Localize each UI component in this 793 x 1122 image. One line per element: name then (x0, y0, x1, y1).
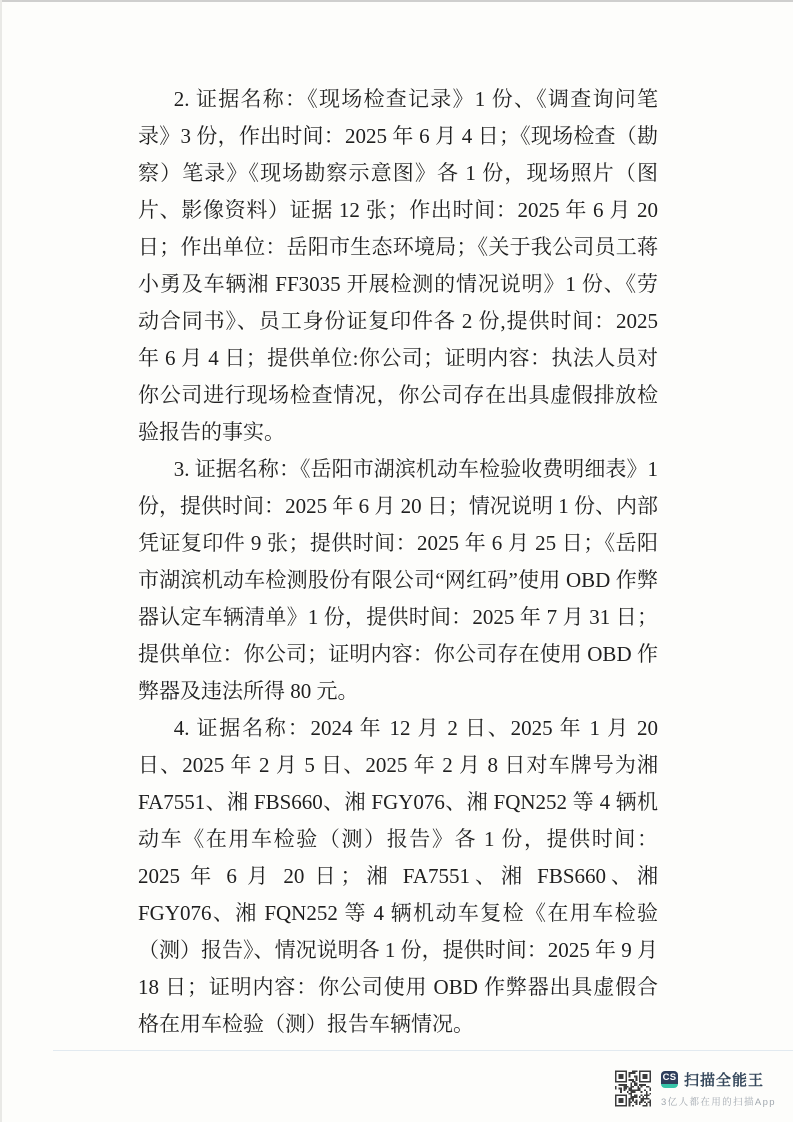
camscanner-watermark (615, 1069, 776, 1108)
qr-code-icon (615, 1070, 651, 1107)
camscanner-tagline: 3亿人都在用的扫描App (661, 1097, 776, 1108)
document-body-text (138, 81, 658, 1043)
scan-top-edge (0, 0, 793, 2)
paragraph-evidence-4: 4. 证据名称：2024 年 12 月 2 日、2025 年 1 月 20 日、2025 年 2 月 5 日、2025 年 2 月 8 日对车牌号为湘 FA7551、湘 FBS660、湘 FGY076、湘 FQN252 等 4 辆机动车《在用车检验（测）报告》各 1 份，提供时间：2025 年 6 月 20 日；湘 FA7551、湘 FBS660、湘 FGY076、湘 FQN252 等 4 辆机动车复检《在用车检验（测）报告》、情况说明各 1 份，提供时间：2025 年 9 月 18 日；证明内容：你公司使用 OBD 作弊器出具虚假合格在用车检验（测）报告车辆情况。 (138, 716, 658, 1036)
camscanner-logo-badge: CS (661, 1071, 678, 1088)
paragraph-evidence-2: 2. 证据名称：《现场检查记录》1 份、《调查询问笔录》3 份，作出时间：2025 年 6 月 4 日；《现场检查（勘察）笔录》《现场勘察示意图》各 1 份，现场照片（图片、影像资料）证据 12 张；作出时间：2025 年 6 月 20 日；作出单位：岳阳市生态环境局；《关于我公司员工蒋小勇及车辆湘 FF3035 开展检测的情况说明》1 份、《劳动合同书》、员工身份证复印件各 2 份,提供时间：2025 年 6 月 4 日；提供单位:你公司；证明内容：执法人员对你公司进行现场检查情况，你公司存在出具虚假排放检验报告的事实。 (138, 87, 658, 444)
scan-left-edge (0, 0, 2, 1122)
camscanner-app-name: 扫描全能王 (684, 1072, 765, 1089)
scan-page-bottom-edge (53, 1050, 793, 1051)
camscanner-brand (661, 1069, 776, 1108)
paragraph-evidence-3: 3. 证据名称：《岳阳市湖滨机动车检验收费明细表》1 份，提供时间：2025 年 6 月 20 日；情况说明 1 份、内部凭证复印件 9 张；提供时间：2025 年 6 月 25 日；《岳阳市湖滨机动车检测股份有限公司“网红码”使用 OBD 作弊器认定车辆清单》1 份，提供时间：2025 年 7 月 31 日；提供单位：你公司；证明内容：你公司存在使用 OBD 作弊器及违法所得 80 元。 (138, 457, 658, 703)
